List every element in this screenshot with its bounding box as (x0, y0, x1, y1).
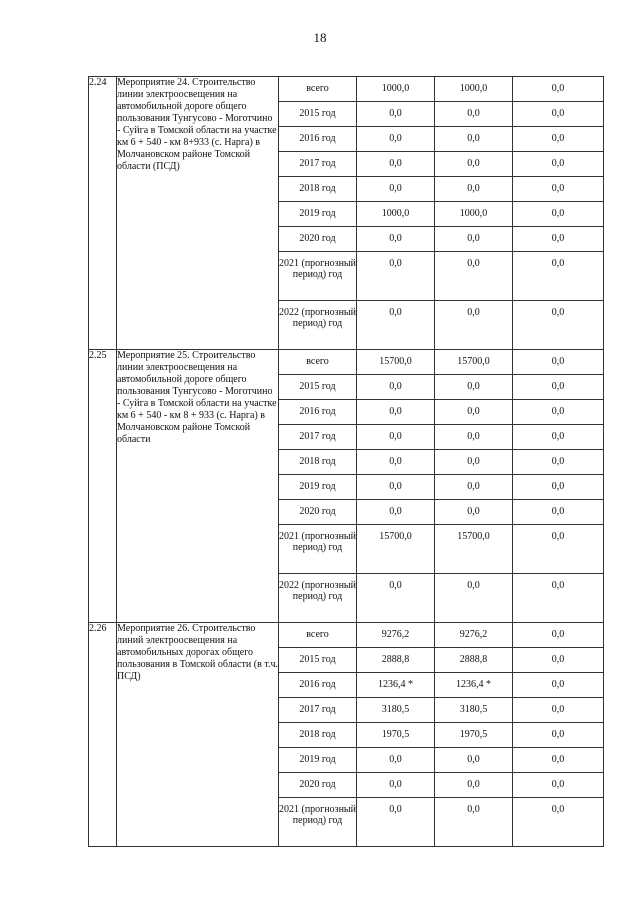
amount-cell-1: 0,0 (357, 798, 435, 847)
amount-cell-2: 0,0 (435, 400, 513, 425)
period-label: 2017 год (279, 698, 357, 723)
amount-cell-3: 0,0 (513, 152, 604, 177)
period-label: 2017 год (279, 152, 357, 177)
period-label: 2022 (прогнозный период) год (279, 301, 357, 350)
amount-cell-3: 0,0 (513, 574, 604, 623)
amount-cell-2: 0,0 (435, 574, 513, 623)
period-label: 2015 год (279, 102, 357, 127)
item-title: Мероприятие 25. Строительство линии электроосвещения на автомобильной дороге общего пользования Тунгусово - Моготчино - Суйга в Томской области на участке км 6 + 540 - км 8 + 933 (с. Нарга) в Молчановском районе Томской области (117, 350, 279, 623)
amount-cell-3: 0,0 (513, 723, 604, 748)
period-label: 2019 год (279, 475, 357, 500)
amount-cell-3: 0,0 (513, 301, 604, 350)
amount-cell-2: 1970,5 (435, 723, 513, 748)
amount-cell-3: 0,0 (513, 475, 604, 500)
period-label: 2020 год (279, 773, 357, 798)
period-label: 2017 год (279, 425, 357, 450)
amount-cell-1: 0,0 (357, 574, 435, 623)
amount-cell-3: 0,0 (513, 525, 604, 574)
amount-cell-2: 3180,5 (435, 698, 513, 723)
period-label: 2020 год (279, 227, 357, 252)
amount-cell-3: 0,0 (513, 127, 604, 152)
amount-cell-1: 9276,2 (357, 623, 435, 648)
amount-cell-2: 2888,8 (435, 648, 513, 673)
period-label: 2016 год (279, 400, 357, 425)
amount-cell-3: 0,0 (513, 102, 604, 127)
amount-cell-3: 0,0 (513, 177, 604, 202)
amount-cell-3: 0,0 (513, 698, 604, 723)
amount-cell-1: 0,0 (357, 450, 435, 475)
amount-cell-2: 0,0 (435, 127, 513, 152)
period-label: 2021 (прогнозный период) год (279, 252, 357, 301)
table-row (89, 77, 604, 102)
period-label: 2018 год (279, 450, 357, 475)
amount-cell-2: 15700,0 (435, 525, 513, 574)
amount-cell-2: 1236,4 * (435, 673, 513, 698)
amount-cell-2: 0,0 (435, 252, 513, 301)
amount-cell-1: 0,0 (357, 500, 435, 525)
amount-cell-3: 0,0 (513, 375, 604, 400)
amount-cell-1: 0,0 (357, 227, 435, 252)
amount-cell-2: 1000,0 (435, 202, 513, 227)
period-label: 2019 год (279, 748, 357, 773)
amount-cell-2: 0,0 (435, 475, 513, 500)
period-label: 2016 год (279, 673, 357, 698)
amount-cell-3: 0,0 (513, 252, 604, 301)
amount-cell-1: 3180,5 (357, 698, 435, 723)
period-label: 2015 год (279, 648, 357, 673)
period-label: 2022 (прогнозный период) год (279, 574, 357, 623)
amount-cell-1: 0,0 (357, 177, 435, 202)
amount-cell-1: 0,0 (357, 127, 435, 152)
amount-cell-2: 0,0 (435, 798, 513, 847)
amount-cell-3: 0,0 (513, 400, 604, 425)
amount-cell-2: 0,0 (435, 773, 513, 798)
period-label: 2021 (прогнозный период) год (279, 798, 357, 847)
period-label: 2018 год (279, 177, 357, 202)
amount-cell-1: 0,0 (357, 252, 435, 301)
amount-cell-3: 0,0 (513, 748, 604, 773)
amount-cell-3: 0,0 (513, 425, 604, 450)
amount-cell-1: 0,0 (357, 748, 435, 773)
period-label: всего (279, 623, 357, 648)
amount-cell-2: 0,0 (435, 177, 513, 202)
amount-cell-2: 0,0 (435, 425, 513, 450)
amount-cell-2: 0,0 (435, 748, 513, 773)
amount-cell-3: 0,0 (513, 450, 604, 475)
amount-cell-1: 2888,8 (357, 648, 435, 673)
amount-cell-1: 1000,0 (357, 77, 435, 102)
amount-cell-1: 0,0 (357, 425, 435, 450)
amount-cell-3: 0,0 (513, 773, 604, 798)
amount-cell-2: 0,0 (435, 375, 513, 400)
period-label: 2020 год (279, 500, 357, 525)
amount-cell-2: 0,0 (435, 152, 513, 177)
period-label: 2018 год (279, 723, 357, 748)
period-label: 2019 год (279, 202, 357, 227)
amount-cell-2: 1000,0 (435, 77, 513, 102)
amount-cell-1: 0,0 (357, 475, 435, 500)
amount-cell-3: 0,0 (513, 673, 604, 698)
amount-cell-1: 1970,5 (357, 723, 435, 748)
page-number: 18 (313, 30, 327, 45)
amount-cell-1: 0,0 (357, 152, 435, 177)
period-label: всего (279, 350, 357, 375)
amount-cell-3: 0,0 (513, 202, 604, 227)
amount-cell-3: 0,0 (513, 350, 604, 375)
period-label: 2016 год (279, 127, 357, 152)
amount-cell-2: 0,0 (435, 500, 513, 525)
amount-cell-1: 15700,0 (357, 525, 435, 574)
amount-cell-3: 0,0 (513, 227, 604, 252)
amount-cell-1: 1236,4 * (357, 673, 435, 698)
period-label: 2015 год (279, 375, 357, 400)
item-number: 2.24 (89, 77, 117, 350)
amount-cell-1: 0,0 (357, 773, 435, 798)
amount-cell-3: 0,0 (513, 648, 604, 673)
amount-cell-1: 1000,0 (357, 202, 435, 227)
amount-cell-3: 0,0 (513, 500, 604, 525)
amount-cell-3: 0,0 (513, 77, 604, 102)
program-table-body (89, 77, 604, 847)
program-table (88, 76, 604, 847)
amount-cell-1: 0,0 (357, 102, 435, 127)
amount-cell-3: 0,0 (513, 798, 604, 847)
amount-cell-2: 0,0 (435, 301, 513, 350)
period-label: всего (279, 77, 357, 102)
amount-cell-2: 0,0 (435, 450, 513, 475)
item-number: 2.26 (89, 623, 117, 847)
period-label: 2021 (прогнозный период) год (279, 525, 357, 574)
amount-cell-3: 0,0 (513, 623, 604, 648)
amount-cell-2: 9276,2 (435, 623, 513, 648)
amount-cell-2: 0,0 (435, 227, 513, 252)
amount-cell-1: 0,0 (357, 301, 435, 350)
amount-cell-2: 0,0 (435, 102, 513, 127)
amount-cell-1: 0,0 (357, 400, 435, 425)
amount-cell-2: 15700,0 (435, 350, 513, 375)
amount-cell-1: 0,0 (357, 375, 435, 400)
table-row (89, 350, 604, 375)
amount-cell-1: 15700,0 (357, 350, 435, 375)
item-title: Мероприятие 26. Строительство линий электроосвещения на автомобильных дорогах общего пользования в Томской области (в т.ч. ПСД) (117, 623, 279, 847)
item-number: 2.25 (89, 350, 117, 623)
item-title: Мероприятие 24. Строительство линии электроосвещения на автомобильной дороге общего пользования Тунгусово - Моготчино - Суйга в Томской области на участке км 6 + 540 - км 8+933 (с. Нарга) в Молчановском районе Томской области (ПСД) (117, 77, 279, 350)
table-row (89, 623, 604, 648)
